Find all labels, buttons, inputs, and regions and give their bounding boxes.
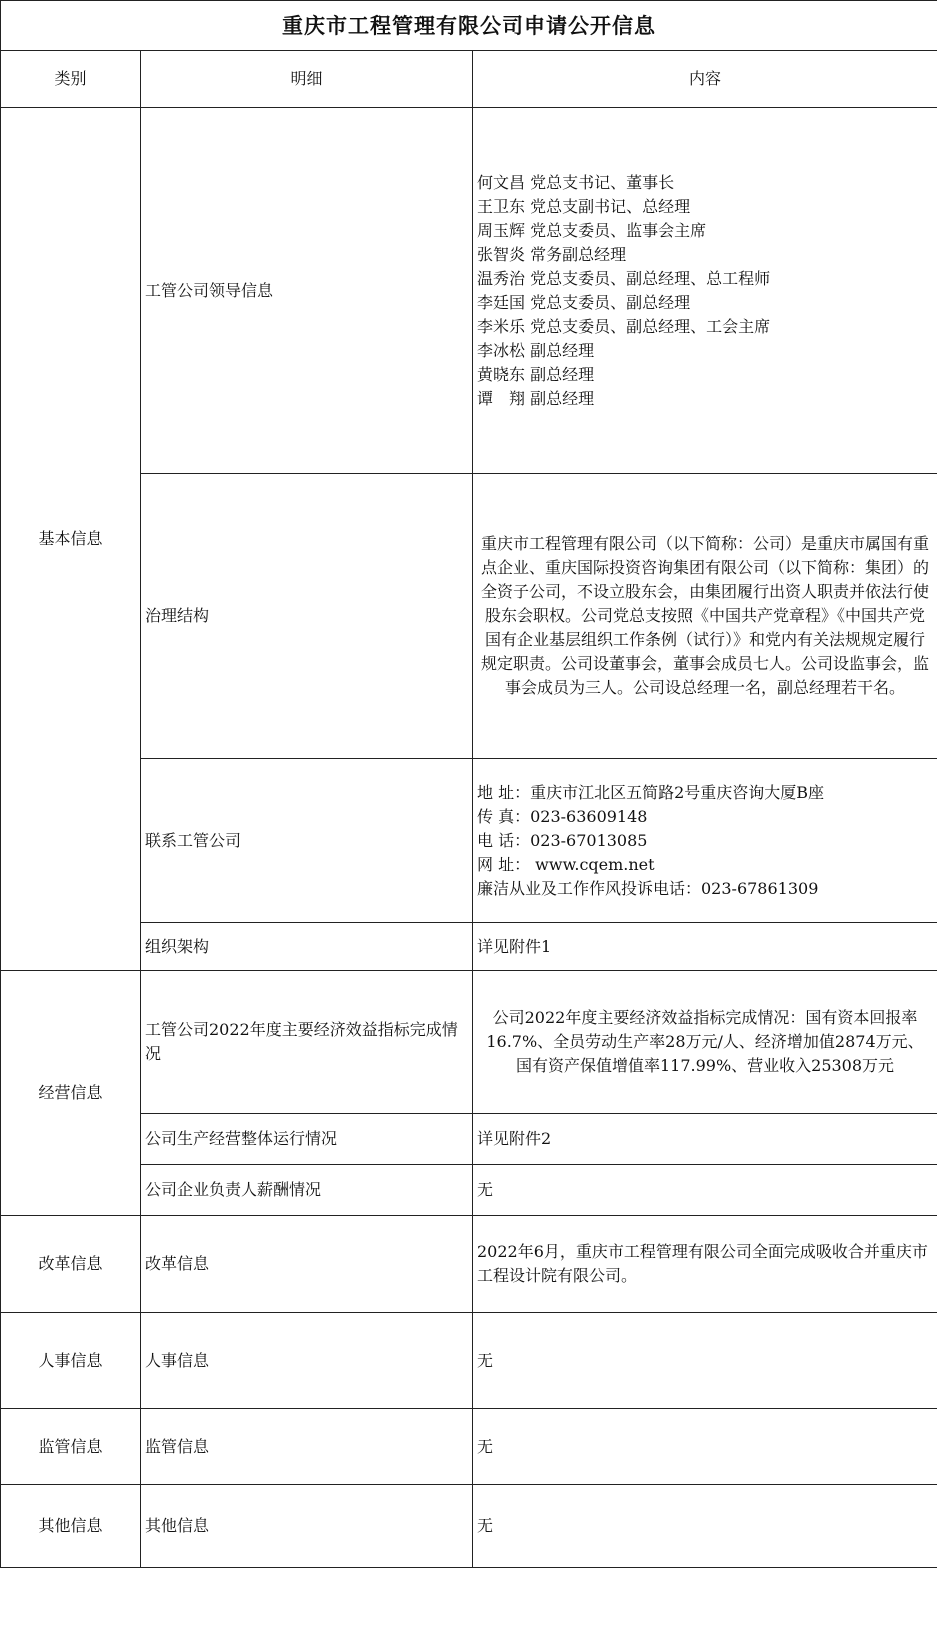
table-row	[1, 1313, 937, 1409]
content-overall: 详见附件2	[473, 1114, 937, 1165]
content-leaders	[473, 108, 937, 474]
detail-other: 其他信息	[141, 1485, 473, 1568]
header-detail: 明细	[141, 51, 473, 108]
governance-text: 重庆市工程管理有限公司（以下简称：公司）是重庆市属国有重点企业、重庆国际投资咨询集团有限公司（以下简称：集团）的全资子公司，不设立股东会，由集团履行出资人职责并依法行使股东会职权。公司党总支按照《中国共产党章程》《中国共产党国有企业基层组织工作条例（试行）》和党内有关法规规定履行规定职责。公司设董事会，董事会成员七人。公司设监事会，监事会成员为三人。公司设总经理一名，副总经理若干名。	[480, 534, 929, 697]
leader-line: 黄晓东 副总经理	[477, 364, 595, 384]
leader-line: 王卫东 党总支副书记、总经理	[477, 196, 691, 216]
detail-overall: 公司生产经营整体运行情况	[141, 1114, 473, 1165]
category-personnel: 人事信息	[1, 1313, 141, 1409]
table-row	[1, 759, 937, 923]
content-indicators	[473, 971, 937, 1114]
content-supervision: 无	[473, 1409, 937, 1485]
detail-contact: 联系工管公司	[141, 759, 473, 923]
contact-phone: 电 话：023-67013085	[477, 830, 648, 850]
indicators-text: 公司2022年度主要经济效益指标完成情况：国有资本回报率16.7%、全员劳动生产率28万元/人、经济增加值2874万元、国有资产保值增值率117.99%、营业收入25308万元	[486, 1008, 924, 1075]
detail-governance: 治理结构	[141, 474, 473, 759]
contact-address: 地 址：重庆市江北区五简路2号重庆咨询大厦B座	[477, 782, 825, 802]
table-row	[1, 1165, 937, 1216]
contact-website: 网 址： www.cqem.net	[477, 854, 655, 874]
content-other: 无	[473, 1485, 937, 1568]
content-salary: 无	[473, 1165, 937, 1216]
leader-line: 张智炎 常务副总经理	[477, 244, 627, 264]
header-category: 类别	[1, 51, 141, 108]
detail-supervision: 监管信息	[141, 1409, 473, 1485]
table-row	[1, 1409, 937, 1485]
detail-leaders: 工管公司领导信息	[141, 108, 473, 474]
table-row	[1, 1485, 937, 1568]
table-row	[1, 108, 937, 474]
detail-reform: 改革信息	[141, 1216, 473, 1313]
category-operation: 经营信息	[1, 971, 141, 1216]
page-title: 重庆市工程管理有限公司申请公开信息	[1, 1, 937, 51]
category-other: 其他信息	[1, 1485, 141, 1568]
leader-line: 李廷国 党总支委员、副总经理	[477, 292, 691, 312]
detail-personnel: 人事信息	[141, 1313, 473, 1409]
table-row	[1, 474, 937, 759]
table-row	[1, 1216, 937, 1313]
content-personnel: 无	[473, 1313, 937, 1409]
table-row	[1, 971, 937, 1114]
leader-line: 周玉辉 党总支委员、监事会主席	[477, 220, 707, 240]
table-row	[1, 923, 937, 971]
detail-salary: 公司企业负责人薪酬情况	[141, 1165, 473, 1216]
category-supervision: 监管信息	[1, 1409, 141, 1485]
content-org: 详见附件1	[473, 923, 937, 971]
header-content: 内容	[473, 51, 937, 108]
reform-text: 2022年6月，重庆市工程管理有限公司全面完成吸收合并重庆市工程设计院有限公司。	[477, 1242, 928, 1285]
title-row	[1, 1, 937, 51]
contact-complaint-phone: 廉洁从业及工作作风投诉电话：023-67861309	[477, 878, 819, 898]
table-row	[1, 1114, 937, 1165]
detail-indicators: 工管公司2022年度主要经济效益指标完成情况	[141, 971, 473, 1114]
detail-org: 组织架构	[141, 923, 473, 971]
contact-fax: 传 真：023-63609148	[477, 806, 648, 826]
content-reform	[473, 1216, 937, 1313]
leader-line: 温秀治 党总支委员、副总经理、总工程师	[477, 268, 771, 288]
category-reform: 改革信息	[1, 1216, 141, 1313]
leader-line: 谭 翔 副总经理	[477, 388, 595, 408]
content-governance	[473, 474, 937, 759]
header-row	[1, 51, 937, 108]
content-contact	[473, 759, 937, 923]
category-basic: 基本信息	[1, 108, 141, 971]
leader-line: 何文昌 党总支书记、董事长	[477, 172, 675, 192]
leader-line: 李米乐 党总支委员、副总经理、工会主席	[477, 316, 771, 336]
leader-line: 李冰松 副总经理	[477, 340, 595, 360]
